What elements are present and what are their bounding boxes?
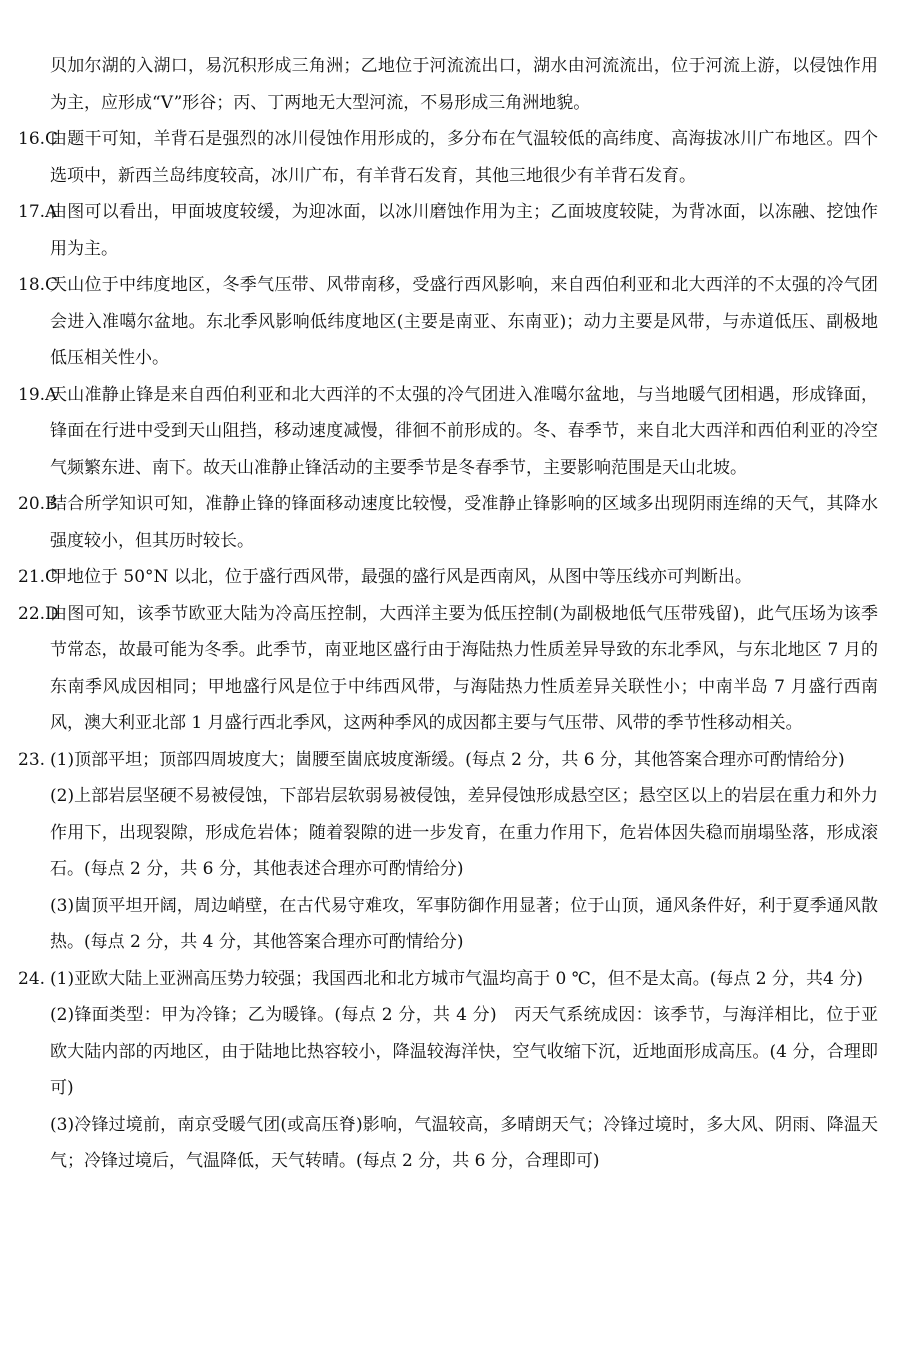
answer-22-number: 22.D bbox=[18, 603, 59, 624]
answer-22 bbox=[18, 596, 878, 742]
answer-22-text: 由图可知，该季节欧亚大陆为冷高压控制，大西洋主要为低压控制(为副极地低气压带残留)，此气压场为该季节常态，故最可能为冬季。此季节，南亚地区盛行由于海陆热力性质差异导致的东北季风，与东北地区 7 月的东南季风成因相同；甲地盛行风是位于中纬西风带，与海陆热力性质差异关联性小；中南半岛 7 月盛行西南风，澳大利亚北部 1 月盛行西北季风，这两种季风的成因都主要与气压带、风带的季节性移动相关。 bbox=[50, 603, 878, 733]
answer-17-text: 由图可以看出，甲面坡度较缓，为迎冰面，以冰川磨蚀作用为主；乙面坡度较陡，为背冰面，以冻融、挖蚀作用为主。 bbox=[50, 202, 878, 259]
answer-18-number: 18.C bbox=[18, 275, 59, 295]
answer-18-text: 天山位于中纬度地区，冬季气压带、风带南移，受盛行西风影响，来自西伯利亚和北大西洋的不太强的冷气团会进入准噶尔盆地。东北季风影响低纬度地区(主要是南亚、东南亚)；动力主要是风带，与赤道低压、副极地低压相关性小。 bbox=[50, 275, 878, 368]
answer-17 bbox=[18, 194, 878, 267]
answer-20-text: 结合所学知识可知，准静止锋的锋面移动速度比较慢，受准静止锋影响的区域多出现阴雨连绵的天气，其降水强度较小，但其历时较长。 bbox=[50, 494, 878, 551]
answer-21-number: 21.C bbox=[18, 567, 59, 587]
answer-23 bbox=[18, 742, 878, 779]
answer-23-part-3: (3)崮顶平坦开阔，周边峭壁，在古代易守难攻，军事防御作用显著；位于山顶，通风条件好，利于夏季通风散热。(每点 2 分，共 4 分，其他答案合理亦可酌情给分) bbox=[50, 895, 878, 952]
answer-21 bbox=[18, 559, 878, 596]
answer-16 bbox=[18, 121, 878, 194]
answer-24-part-1: (1)亚欧大陆上亚洲高压势力较强；我国西北和北方城市气温均高于 0 ℃，但不是太高。(每点 2 分，共4 分) bbox=[50, 968, 863, 989]
answer-23-number: 23. bbox=[18, 749, 46, 770]
answer-24-part-2: (2)锋面类型：甲为冷锋；乙为暖锋。(每点 2 分，共 4 分) 丙天气系统成因：该季节，与海洋相比，位于亚欧大陆内部的丙地区，由于陆地比热容较小，降温较海洋快，空气收缩下沉，近地面形成高压。(4 分，合理即可) bbox=[50, 1005, 878, 1098]
answer-24 bbox=[18, 961, 878, 998]
answer-16-text: 由题干可知，羊背石是强烈的冰川侵蚀作用形成的，多分布在气温较低的高纬度、高海拔冰川广布地区。四个选项中，新西兰岛纬度较高，冰川广布，有羊背石发育，其他三地很少有羊背石发育。 bbox=[50, 129, 878, 186]
answer-16-number: 16.C bbox=[18, 129, 59, 149]
answer-19-number: 19.A bbox=[18, 384, 58, 405]
answer-20-number: 20.B bbox=[18, 494, 58, 514]
answer-17-number: 17.A bbox=[18, 202, 58, 222]
answer-21-text: 甲地位于 50°N 以北，位于盛行西风带，最强的盛行风是西南风，从图中等压线亦可判断出。 bbox=[50, 567, 752, 587]
answer-24-part-3: (3)冷锋过境前，南京受暖气团(或高压脊)影响，气温较高，多晴朗天气；冷锋过境时，多大风、阴雨、降温天气；冷锋过境后，气温降低，天气转晴。(每点 2 分，共 6 分，合理即可) bbox=[50, 1114, 878, 1171]
intro-paragraph: 贝加尔湖的入湖口，易沉积形成三角洲；乙地位于河流流出口，湖水由河流流出，位于河流上游，以侵蚀作用为主，应形成“V”形谷；丙、丁两地无大型河流，不易形成三角洲地貌。 bbox=[50, 56, 878, 113]
answer-19-text: 天山准静止锋是来自西伯利亚和北大西洋的不太强的冷气团进入准噶尔盆地，与当地暖气团相遇，形成锋面，锋面在行进中受到天山阻挡，移动速度减慢，徘徊不前形成的。冬、春季节，来自北大西洋和西伯利亚的冷空气频繁东进、南下。故天山准静止锋活动的主要季节是冬春季节，主要影响范围是天山北坡。 bbox=[50, 384, 878, 478]
answer-23-part-2: (2)上部岩层坚硬不易被侵蚀，下部岩层软弱易被侵蚀，差异侵蚀形成悬空区；悬空区以上的岩层在重力和外力作用下，出现裂隙，形成危岩体；随着裂隙的进一步发育，在重力作用下，危岩体因失稳而崩塌坠落，形成滚石。(每点 2 分，共 6 分，其他表述合理亦可酌情给分) bbox=[50, 786, 878, 879]
answer-23-part-1: (1)顶部平坦；顶部四周坡度大；崮腰至崮底坡度渐缓。(每点 2 分，共 6 分，其他答案合理亦可酌情给分) bbox=[50, 749, 845, 770]
answer-24-number: 24. bbox=[18, 968, 46, 989]
answer-20 bbox=[18, 486, 878, 559]
answer-19 bbox=[18, 377, 878, 487]
answer-18 bbox=[18, 267, 878, 377]
